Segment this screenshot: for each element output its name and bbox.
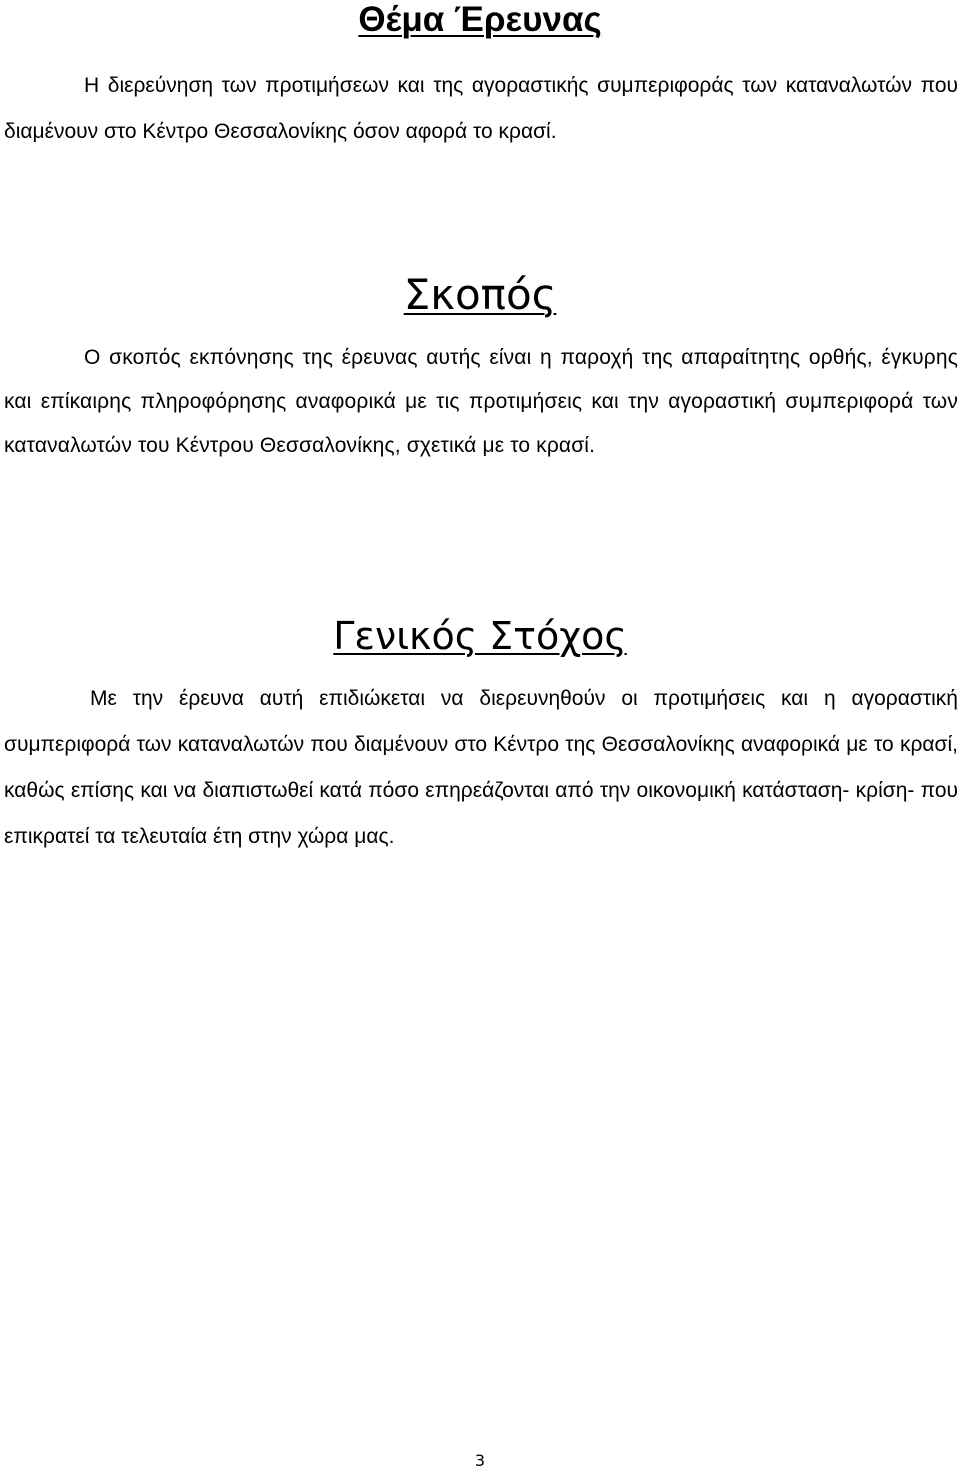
research-topic-heading: Θέμα Έρευνας bbox=[358, 0, 602, 39]
research-topic-paragraph: Η διερεύνηση των προτιμήσεων και της αγοραστικής συμπεριφοράς των καταναλωτών που διαμένουν στο Κέντρο Θεσσαλονίκης όσον αφορά το κρασί. bbox=[4, 74, 958, 143]
purpose-paragraph: Ο σκοπός εκπόνησης της έρευνας αυτής είναι η παροχή της απαραίτητης ορθής, έγκυρης και επίκαιρης πληροφόρησης αναφορικά με τις προτιμήσεις και την αγοραστική συμπεριφορά των καταναλωτών του Κέντρου Θεσσαλονίκης, σχετικά με το κρασί. bbox=[4, 346, 958, 457]
purpose-heading: Σκοπός bbox=[403, 270, 557, 319]
page-number: 3 bbox=[474, 1451, 486, 1470]
general-goal-paragraph: Με την έρευνα αυτή επιδιώκεται να διερευνηθούν οι προτιμήσεις και η αγοραστική συμπεριφορά των καταναλωτών που διαμένουν στο Κέντρο της Θεσσαλονίκης αναφορικά με το κρασί, καθώς επίσης και να διαπιστωθεί κατά πόσο επηρεάζονται από την οικονομική κατάσταση- κρίση- που επικρατεί τα τελευταία έτη στην χώρα μας. bbox=[4, 687, 958, 848]
general-goal-heading: Γενικός Στόχος bbox=[333, 614, 627, 658]
